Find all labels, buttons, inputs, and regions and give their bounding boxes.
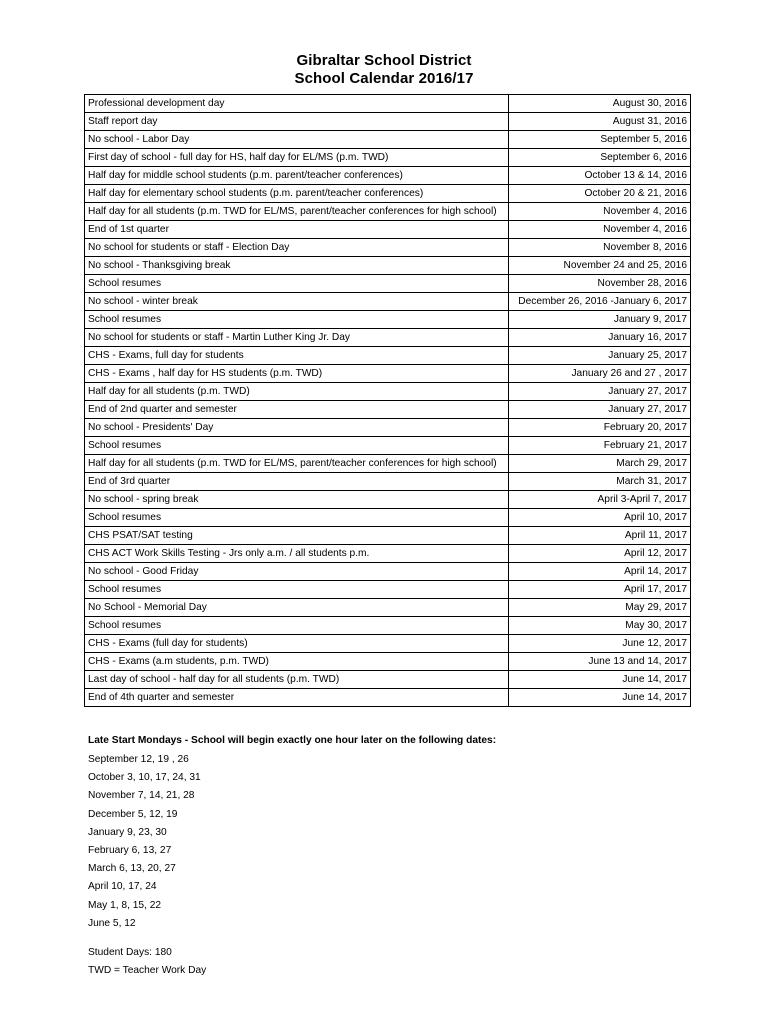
- date-cell: February 21, 2017: [509, 437, 691, 455]
- table-row: [85, 437, 691, 455]
- table-row: [85, 257, 691, 275]
- table-row: [85, 653, 691, 671]
- date-cell: April 12, 2017: [509, 545, 691, 563]
- late-start-date: June 5, 12: [88, 917, 136, 929]
- date-cell: November 8, 2016: [509, 239, 691, 257]
- event-cell: End of 3rd quarter: [85, 473, 509, 491]
- date-cell: December 26, 2016 -January 6, 2017: [509, 293, 691, 311]
- date-cell: April 11, 2017: [509, 527, 691, 545]
- table-row: [85, 617, 691, 635]
- date-cell: November 24 and 25, 2016: [509, 257, 691, 275]
- date-cell: January 27, 2017: [509, 401, 691, 419]
- footer-notes: [88, 944, 708, 980]
- table-row: [85, 419, 691, 437]
- event-cell: First day of school - full day for HS, half day for EL/MS (p.m. TWD): [85, 149, 509, 167]
- table-row: [85, 167, 691, 185]
- table-row: [85, 203, 691, 221]
- event-cell: End of 2nd quarter and semester: [85, 401, 509, 419]
- event-cell: No school for students or staff - Martin Luther King Jr. Day: [85, 329, 509, 347]
- event-cell: No school for students or staff - Election Day: [85, 239, 509, 257]
- date-cell: January 27, 2017: [509, 383, 691, 401]
- table-row: [85, 149, 691, 167]
- late-start-section: [88, 733, 708, 933]
- late-start-date: September 12, 19 , 26: [88, 754, 189, 765]
- table-row: [85, 689, 691, 707]
- event-cell: CHS - Exams, full day for students: [85, 347, 509, 365]
- date-cell: April 10, 2017: [509, 509, 691, 527]
- table-row: [85, 491, 691, 509]
- late-start-list: [88, 751, 708, 933]
- event-cell: End of 4th quarter and semester: [85, 689, 509, 707]
- date-cell: April 17, 2017: [509, 581, 691, 599]
- event-cell: End of 1st quarter: [85, 221, 509, 239]
- late-start-heading: Late Start Mondays - School will begin exactly one hour later on the following dates:: [88, 735, 497, 746]
- table-row: [85, 329, 691, 347]
- date-cell: August 31, 2016: [509, 113, 691, 131]
- event-cell: No school - Thanksgiving break: [85, 257, 509, 275]
- date-cell: January 26 and 27 , 2017: [509, 365, 691, 383]
- date-cell: November 4, 2016: [509, 203, 691, 221]
- table-row: [85, 131, 691, 149]
- table-row: [85, 293, 691, 311]
- event-cell: No school - Good Friday: [85, 563, 509, 581]
- date-cell: January 25, 2017: [509, 347, 691, 365]
- event-cell: Half day for all students (p.m. TWD): [85, 383, 509, 401]
- table-row: [85, 473, 691, 491]
- late-start-date: April 10, 17, 24: [88, 881, 157, 893]
- table-row: [85, 347, 691, 365]
- event-cell: School resumes: [85, 509, 509, 527]
- date-cell: March 31, 2017: [509, 473, 691, 491]
- table-row: [85, 563, 691, 581]
- table-row: [85, 95, 691, 113]
- event-cell: No School - Memorial Day: [85, 599, 509, 617]
- page-header: [0, 52, 768, 88]
- table-row: [85, 671, 691, 689]
- date-cell: September 5, 2016: [509, 131, 691, 149]
- table-row: [85, 239, 691, 257]
- event-cell: CHS - Exams (full day for students): [85, 635, 509, 653]
- twd-note: TWD = Teacher Work Day: [88, 965, 207, 976]
- event-cell: Half day for all students (p.m. TWD for EL/MS, parent/teacher conferences for high school): [85, 455, 509, 473]
- table-row: [85, 221, 691, 239]
- table-row: [85, 581, 691, 599]
- student-days: Student Days: 180: [88, 947, 172, 958]
- event-cell: No school - winter break: [85, 293, 509, 311]
- table-row: [85, 545, 691, 563]
- event-cell: CHS PSAT/SAT testing: [85, 527, 509, 545]
- calendar-table: [84, 94, 691, 707]
- event-cell: Half day for middle school students (p.m. parent/teacher conferences): [85, 167, 509, 185]
- table-row: [85, 599, 691, 617]
- late-start-date: March 6, 13, 20, 27: [88, 863, 176, 875]
- event-cell: CHS - Exams (a.m students, p.m. TWD): [85, 653, 509, 671]
- event-cell: No school - Labor Day: [85, 131, 509, 149]
- event-cell: CHS - Exams , half day for HS students (p.m. TWD): [85, 365, 509, 383]
- date-cell: November 28, 2016: [509, 275, 691, 293]
- table-row: [85, 635, 691, 653]
- district-name: Gibraltar School District: [296, 52, 472, 69]
- date-cell: August 30, 2016: [509, 95, 691, 113]
- table-row: [85, 455, 691, 473]
- table-row: [85, 365, 691, 383]
- date-cell: October 20 & 21, 2016: [509, 185, 691, 203]
- calendar-title: School Calendar 2016/17: [294, 70, 474, 87]
- table-row: [85, 185, 691, 203]
- date-cell: September 6, 2016: [509, 149, 691, 167]
- event-cell: Half day for elementary school students (p.m. parent/teacher conferences): [85, 185, 509, 203]
- table-row: [85, 509, 691, 527]
- event-cell: Professional development day: [85, 95, 509, 113]
- date-cell: June 13 and 14, 2017: [509, 653, 691, 671]
- table-row: [85, 113, 691, 131]
- late-start-date: November 7, 14, 21, 28: [88, 790, 195, 802]
- date-cell: June 14, 2017: [509, 689, 691, 707]
- table-row: [85, 527, 691, 545]
- late-start-date: December 5, 12, 19: [88, 808, 178, 820]
- table-row: [85, 401, 691, 419]
- event-cell: No school - spring break: [85, 491, 509, 509]
- date-cell: November 4, 2016: [509, 221, 691, 239]
- table-row: [85, 311, 691, 329]
- date-cell: June 14, 2017: [509, 671, 691, 689]
- event-cell: Staff report day: [85, 113, 509, 131]
- event-cell: School resumes: [85, 275, 509, 293]
- event-cell: School resumes: [85, 617, 509, 635]
- event-cell: CHS ACT Work Skills Testing - Jrs only a.m. / all students p.m.: [85, 545, 509, 563]
- date-cell: April 3-April 7, 2017: [509, 491, 691, 509]
- date-cell: January 16, 2017: [509, 329, 691, 347]
- date-cell: October 13 & 14, 2016: [509, 167, 691, 185]
- event-cell: School resumes: [85, 311, 509, 329]
- late-start-date: October 3, 10, 17, 24, 31: [88, 772, 201, 784]
- calendar-table-body: [85, 95, 691, 707]
- table-row: [85, 275, 691, 293]
- date-cell: April 14, 2017: [509, 563, 691, 581]
- date-cell: May 29, 2017: [509, 599, 691, 617]
- late-start-date: January 9, 23, 30: [88, 826, 167, 838]
- table-row: [85, 383, 691, 401]
- event-cell: School resumes: [85, 581, 509, 599]
- date-cell: March 29, 2017: [509, 455, 691, 473]
- event-cell: No school - Presidents' Day: [85, 419, 509, 437]
- event-cell: School resumes: [85, 437, 509, 455]
- date-cell: January 9, 2017: [509, 311, 691, 329]
- event-cell: Half day for all students (p.m. TWD for EL/MS, parent/teacher conferences for high school): [85, 203, 509, 221]
- date-cell: June 12, 2017: [509, 635, 691, 653]
- date-cell: May 30, 2017: [509, 617, 691, 635]
- late-start-date: May 1, 8, 15, 22: [88, 899, 162, 911]
- event-cell: Last day of school - half day for all students (p.m. TWD): [85, 671, 509, 689]
- date-cell: February 20, 2017: [509, 419, 691, 437]
- late-start-date: February 6, 13, 27: [88, 845, 172, 857]
